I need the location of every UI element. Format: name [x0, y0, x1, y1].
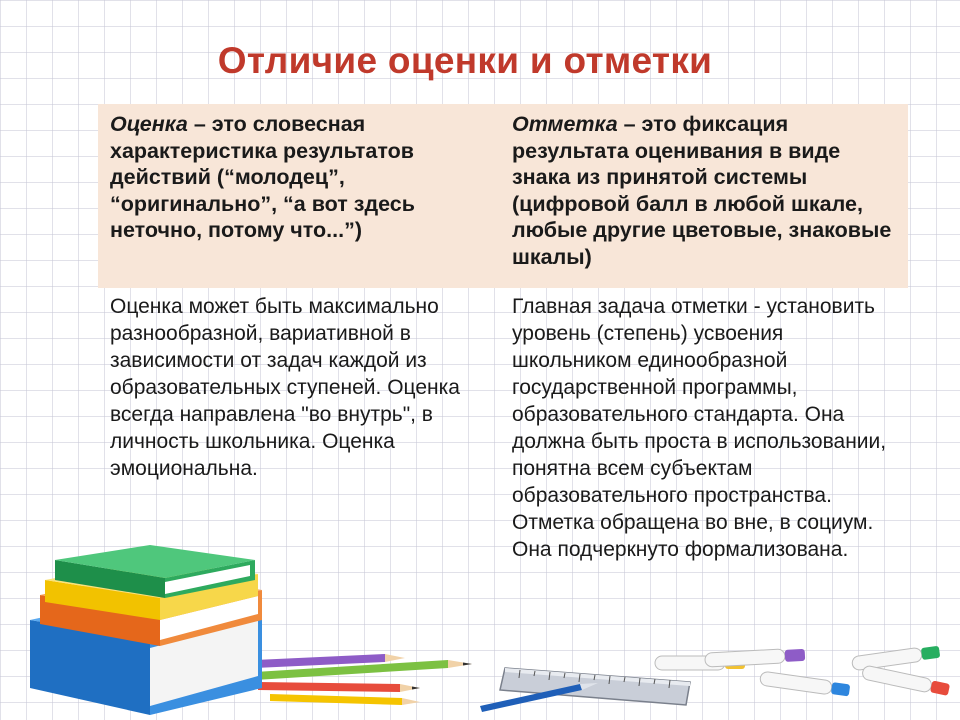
definition-assessment: – это словесная характеристика результатов действий (“молодец”, “оригинально”, “а вот здесь неточно, потому что...”): [110, 112, 415, 242]
body-cell-assessment: Оценка может быть максимально разнообразной, вариативной в зависимости от задач каждой из образовательных ступеней. Оценка всегда направлена "во внутрь", в личность школьника. Оценка эмоциональна.: [110, 295, 460, 480]
definition-grade: – это фиксация результата оценивания в виде знака из принятой системы (цифровой балл в любой шкале, любые другие цветовые, знаковые шкалы): [512, 112, 892, 269]
markers-icon: [655, 646, 950, 697]
body-cell-grade: Главная задача отметки - установить уровень (степень) усвоения школьником единообразной государственной программы, образовательного стандарта. Она должна быть проста в использовании, понятна всем субъектам образовательного пространства. Отметка обращена во вне, в социум. Она подчеркнуто формализована.: [512, 295, 887, 561]
term-grade: Отметка: [512, 112, 618, 136]
pencils-icon: [255, 654, 598, 712]
term-assessment: Оценка: [110, 112, 188, 136]
header-cell-assessment: [110, 111, 495, 244]
slide-title: Отличие оценки и отметки: [217, 40, 713, 81]
book-stack-icon: [30, 545, 262, 715]
ruler-icon: [500, 668, 690, 705]
header-cell-grade: [512, 111, 897, 270]
